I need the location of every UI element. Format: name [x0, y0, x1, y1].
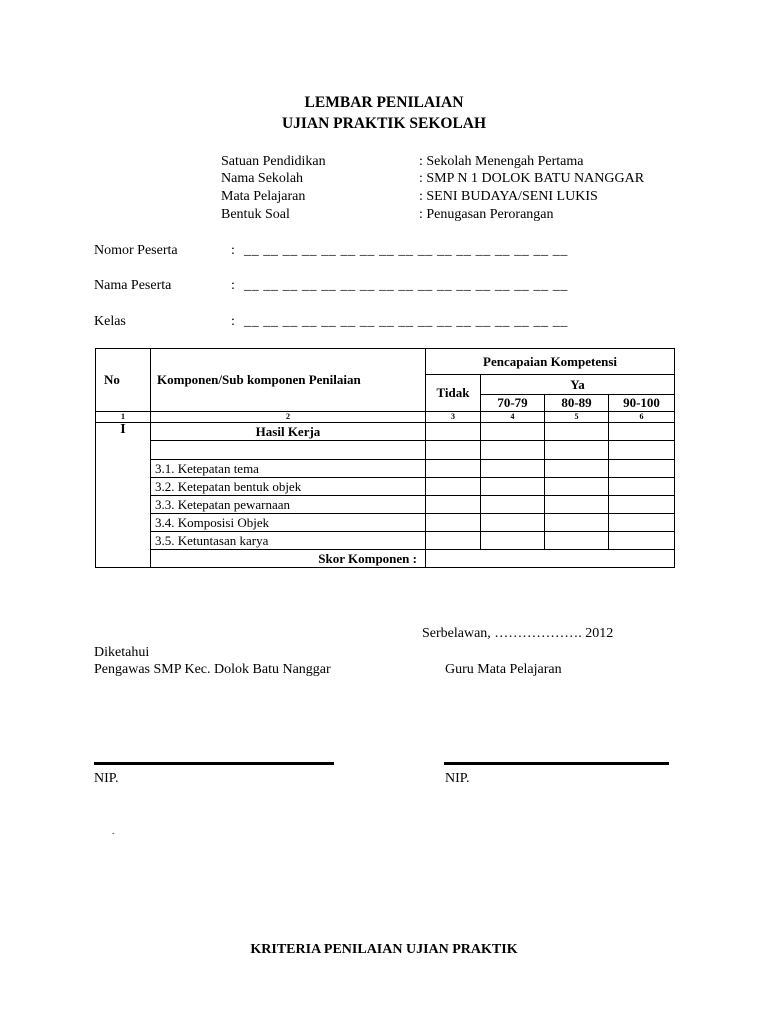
score-cell[interactable] — [545, 514, 609, 532]
header-range-1: 70-79 — [481, 395, 545, 412]
teacher-title: Guru Mata Pelajaran — [445, 662, 562, 677]
field-label-kelas: Kelas — [94, 314, 126, 329]
score-cell[interactable] — [426, 496, 481, 514]
field-label-nomor: Nomor Peserta — [94, 243, 178, 258]
info-value-mapel: : SENI BUDAYA/SENI LUKIS — [419, 189, 598, 204]
info-value-sekolah: : SMP N 1 DOLOK BATU NANGGAR — [419, 171, 645, 186]
score-cell[interactable] — [481, 423, 545, 441]
section-number: I — [96, 423, 151, 568]
criteria-item: 3.2. Ketepatan bentuk objek — [151, 478, 426, 496]
signature-line-left — [94, 762, 334, 765]
header-no: No — [96, 349, 151, 412]
info-value-satuan: : Sekolah Menengah Pertama — [419, 154, 584, 169]
score-cell[interactable] — [481, 460, 545, 478]
criteria-item: 3.3. Ketepatan pewarnaan — [151, 496, 426, 514]
field-colon-kelas: : — [231, 314, 235, 329]
score-cell[interactable] — [481, 441, 545, 460]
col-number: 4 — [481, 412, 545, 423]
criteria-item: 3.4. Komposisi Objek — [151, 514, 426, 532]
criteria-item: 3.1. Ketepatan tema — [151, 460, 426, 478]
doc-title-line1: LEMBAR PENILAIAN — [304, 94, 464, 111]
criteria-title: KRITERIA PENILAIAN UJIAN PRAKTIK — [250, 942, 518, 957]
field-colon-nomor: : — [231, 243, 235, 258]
score-cell[interactable] — [609, 441, 675, 460]
col-number: 2 — [151, 412, 426, 423]
score-cell[interactable] — [426, 460, 481, 478]
score-cell[interactable] — [426, 514, 481, 532]
score-cell[interactable] — [545, 423, 609, 441]
nip-left: NIP. — [94, 771, 119, 786]
known-label: Diketahui — [94, 645, 150, 660]
score-total-cell[interactable] — [426, 550, 675, 568]
supervisor-title: Pengawas SMP Kec. Dolok Batu Nanggar — [94, 662, 331, 677]
field-blank-nomor[interactable]: __ __ __ __ __ __ __ __ __ __ __ __ __ __ __ __ __ — [244, 243, 568, 258]
doc-title-line2: UJIAN PRAKTIK SEKOLAH — [281, 115, 487, 132]
score-total-label: Skor Komponen : — [151, 550, 426, 568]
score-cell[interactable] — [426, 423, 481, 441]
info-label-mapel: Mata Pelajaran — [221, 189, 306, 204]
header-achievement: Pencapaian Kompetensi — [426, 349, 675, 375]
info-value-bentuk: : Penugasan Perorangan — [419, 207, 554, 222]
score-cell[interactable] — [481, 532, 545, 550]
place-date: Serbelawan, ………………. 2012 — [422, 626, 614, 641]
empty-cell — [151, 441, 426, 460]
score-cell[interactable] — [545, 496, 609, 514]
score-cell[interactable] — [545, 532, 609, 550]
info-label-sekolah: Nama Sekolah — [221, 171, 304, 186]
info-label-bentuk: Bentuk Soal — [221, 207, 290, 222]
header-component: Komponen/Sub komponen Penilaian — [151, 349, 426, 412]
score-cell[interactable] — [481, 478, 545, 496]
score-cell[interactable] — [481, 496, 545, 514]
score-cell[interactable] — [609, 423, 675, 441]
header-range-2: 80-89 — [545, 395, 609, 412]
signature-line-right — [444, 762, 669, 765]
field-colon-nama: : — [231, 278, 235, 293]
score-cell[interactable] — [545, 460, 609, 478]
assessment-table — [95, 348, 675, 568]
field-blank-kelas[interactable]: __ __ __ __ __ __ __ __ __ __ __ __ __ __ __ __ __ — [244, 314, 568, 329]
header-tidak: Tidak — [426, 375, 481, 412]
score-cell[interactable] — [426, 478, 481, 496]
stray-dot: . — [112, 826, 115, 836]
section-title: Hasil Kerja — [151, 423, 426, 441]
score-cell[interactable] — [609, 514, 675, 532]
header-ya: Ya — [481, 375, 675, 395]
score-cell[interactable] — [426, 441, 481, 460]
nip-right: NIP. — [445, 771, 470, 786]
score-cell[interactable] — [609, 496, 675, 514]
field-blank-nama[interactable]: __ __ __ __ __ __ __ __ __ __ __ __ __ __ __ __ __ — [244, 278, 568, 293]
criteria-item: 3.5. Ketuntasan karya — [151, 532, 426, 550]
score-cell[interactable] — [609, 532, 675, 550]
score-cell[interactable] — [481, 514, 545, 532]
col-number: 3 — [426, 412, 481, 423]
field-label-nama: Nama Peserta — [94, 278, 172, 293]
col-number: 1 — [96, 412, 151, 423]
info-label-satuan: Satuan Pendidikan — [221, 154, 326, 169]
score-cell[interactable] — [545, 441, 609, 460]
header-range-3: 90-100 — [609, 395, 675, 412]
score-cell[interactable] — [426, 532, 481, 550]
col-number: 5 — [545, 412, 609, 423]
score-cell[interactable] — [609, 460, 675, 478]
score-cell[interactable] — [545, 478, 609, 496]
score-cell[interactable] — [609, 478, 675, 496]
col-number: 6 — [609, 412, 675, 423]
